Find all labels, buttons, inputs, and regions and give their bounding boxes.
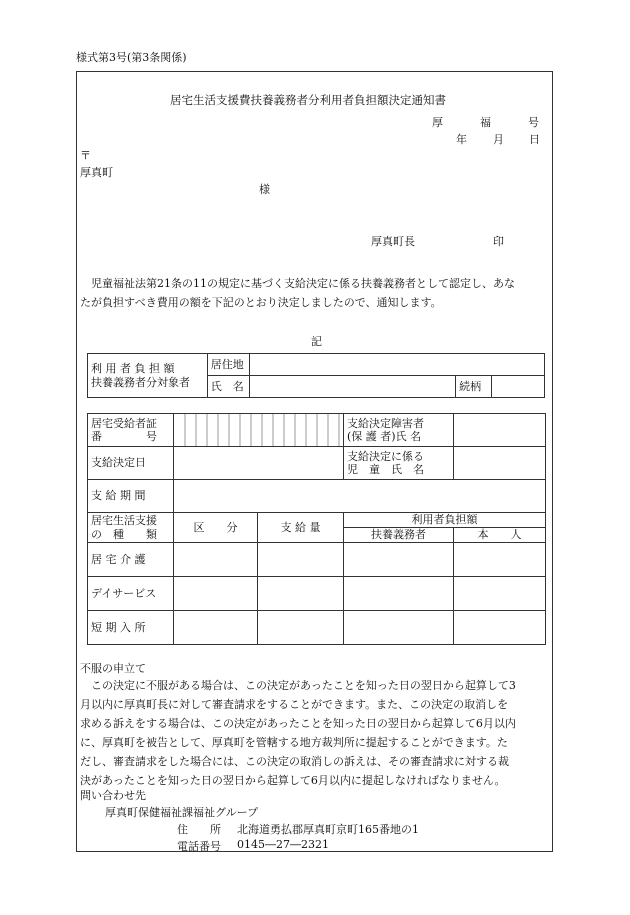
row-short-stay-label: 短 期 入 所 — [88, 611, 174, 645]
objection-title: 不服の申立て — [80, 662, 146, 675]
row-short-stay-guardian[interactable] — [344, 611, 454, 645]
address-label: 居住地 — [207, 354, 249, 376]
contact-department: 厚真町保健福祉課福祉グループ — [105, 806, 259, 819]
objection-line-6: 決があったことを知った日の翌日から起算して6月以内に提起しなければなりません。 — [80, 774, 506, 787]
row-short-stay-category[interactable] — [174, 611, 258, 645]
objection-line-1: この決定に不服がある場合は、この決定があったことを知った日の翌日から起算して3 — [91, 679, 516, 692]
date-year: 年 — [456, 133, 467, 146]
row-day-service-category[interactable] — [174, 577, 258, 611]
burden-target-table — [87, 353, 545, 398]
doc-number-dept: 福 — [480, 116, 491, 129]
form-number: 様式第3号(第3条関係) — [76, 51, 187, 64]
contact-title: 問い合わせ先 — [80, 789, 146, 802]
amount-header: 支 給 量 — [258, 513, 344, 543]
row-day-service-label: デイサービス — [88, 577, 174, 611]
objection-line-2: 月以内に厚真町長に対して審査請求をすることができます。また、この決定の取消しを — [80, 698, 509, 711]
contact-phone-label: 電話番号 — [177, 840, 221, 853]
objection-line-5: だし、審査請求をした場合には、この決定の取消しの訴えは、その審査請求に対する裁 — [80, 755, 509, 768]
contact-phone-value: 0145―27―2321 — [237, 838, 329, 851]
decision-date-value[interactable] — [174, 447, 344, 480]
child-name-value[interactable] — [454, 447, 546, 480]
row-short-stay-self[interactable] — [454, 611, 546, 645]
recipient-honorific: 様 — [259, 183, 270, 196]
burden-header: 利用者負担額 — [344, 513, 546, 528]
recipient-town: 厚真町 — [80, 166, 113, 179]
row-home-care-amount[interactable] — [258, 543, 344, 577]
certificate-number-value[interactable] — [174, 414, 344, 447]
doc-number-prefix: 厚 — [432, 116, 443, 129]
row-short-stay-amount[interactable] — [258, 611, 344, 645]
support-type-label — [88, 513, 174, 543]
child-name-label — [344, 447, 454, 480]
objection-line-4: に、厚真町を被告として、厚真町を管轄する地方裁判所に提起することができます。た — [80, 736, 508, 749]
child-name-label-line2: 児 童 氏 名 — [347, 463, 424, 476]
contact-address-label: 住 所 — [177, 823, 221, 836]
guardian-header: 扶養義務者 — [344, 528, 454, 543]
burden-target-label — [88, 354, 208, 398]
row-home-care-guardian[interactable] — [344, 543, 454, 577]
relation-label: 続柄 — [456, 376, 492, 398]
support-type-label-line1: 居宅生活支援 — [91, 514, 157, 528]
doc-number-suffix: 号 — [528, 116, 539, 129]
support-type-label-line2: の 種 類 — [91, 527, 157, 541]
body-text-line-2: たが負担すべき費用の額を下記のとおり決定しましたので、通知します。 — [80, 296, 442, 309]
child-name-label-line1: 支給決定に係る — [347, 449, 424, 463]
category-header: 区 分 — [174, 513, 258, 543]
burden-label-line2: 扶養義務者分対象者 — [91, 375, 190, 389]
date-day: 日 — [529, 133, 540, 146]
date-month: 月 — [493, 133, 504, 146]
name-label: 氏 名 — [207, 376, 249, 398]
relation-value[interactable] — [492, 376, 545, 398]
self-header: 本 人 — [454, 528, 546, 543]
row-home-care-label: 居 宅 介 護 — [88, 543, 174, 577]
postal-mark: 〒 — [80, 149, 91, 162]
disabled-person-label-line2: (保 護 者)氏 名 — [347, 430, 422, 443]
document-title: 居宅生活支援費扶養義務者分利用者負担額決定通知書 — [170, 93, 446, 107]
period-value[interactable] — [174, 480, 546, 513]
disabled-person-label-line1: 支給決定障害者 — [347, 416, 424, 430]
body-text-line-1: 児童福祉法第21条の11の規定に基づく支給決定に係る扶養義務者として認定し、あな — [91, 277, 515, 290]
contact-address-value: 北海道勇払郡厚真町京町165番地の1 — [237, 823, 419, 836]
objection-line-3: 求める訴えをする場合は、この決定があったことを知った日の翌日から起算して6月以内 — [80, 717, 516, 730]
row-home-care-self[interactable] — [454, 543, 546, 577]
address-value[interactable] — [249, 354, 544, 376]
ki-heading: 記 — [311, 335, 322, 348]
disabled-person-value[interactable] — [454, 414, 546, 447]
period-label: 支 給 期 間 — [88, 480, 174, 513]
row-home-care-category[interactable] — [174, 543, 258, 577]
issuer-seal: 印 — [493, 235, 504, 248]
burden-label-line1: 利 用 者 負 担 額 — [91, 362, 175, 376]
certificate-label-line2: 番 号 — [91, 430, 157, 443]
disabled-person-label — [344, 414, 454, 447]
support-detail-table — [87, 413, 546, 645]
row-day-service-guardian[interactable] — [344, 577, 454, 611]
row-day-service-self[interactable] — [454, 577, 546, 611]
name-value[interactable] — [249, 376, 455, 398]
decision-date-label: 支給決定日 — [88, 447, 174, 480]
row-day-service-amount[interactable] — [258, 577, 344, 611]
issuer-name: 厚真町長 — [371, 235, 415, 248]
certificate-label-line1: 居宅受給者証 — [91, 416, 157, 430]
certificate-label — [88, 414, 174, 447]
